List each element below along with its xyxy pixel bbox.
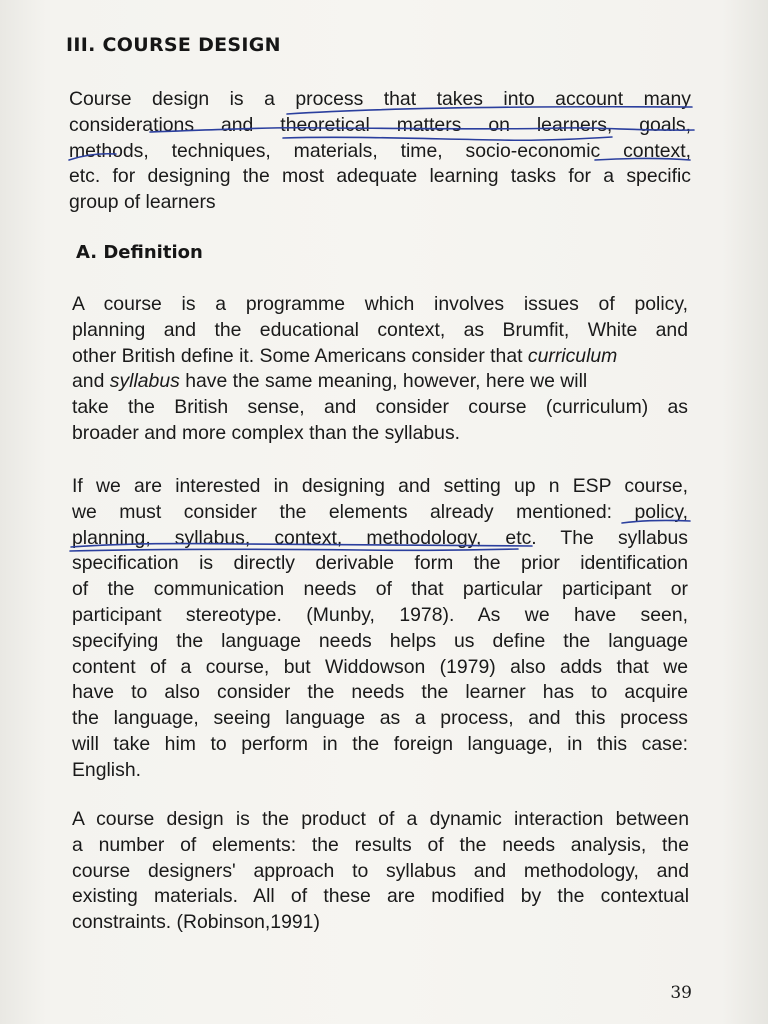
text-line: group of learners <box>69 191 216 214</box>
definition-paragraph <box>72 292 688 447</box>
italic-term-curriculum: curriculum <box>527 344 618 367</box>
text-line: specifying the language needs helps us define the language <box>72 629 688 652</box>
text-line: content of a course, but Widdowson (1979) also adds that we <box>72 655 688 678</box>
text-line: broader and more complex than the syllabus. <box>72 421 461 444</box>
subsection-heading: A. Definition <box>76 242 203 263</box>
text-line: course designers' approach to syllabus and methodology, and <box>72 859 689 882</box>
esp-paragraph <box>72 474 688 784</box>
text-line: take the British sense, and consider course (curriculum) as <box>72 396 688 419</box>
intro-paragraph <box>69 87 691 216</box>
text-line: existing materials. All of these are modified by the contextual <box>72 885 689 908</box>
text-line: planning and the educational context, as Brumfit, White and <box>72 318 688 341</box>
text-line: specification is directly derivable form the prior identification <box>72 552 688 575</box>
italic-term-syllabus: syllabus <box>109 370 180 393</box>
text-line: considerations and theoretical matters on learners, goals, <box>69 113 691 136</box>
design-paragraph <box>72 807 689 936</box>
text-line: A course is a programme which involves issues of policy, <box>72 293 688 315</box>
text-line: have to also consider the needs the learner has to acquire <box>72 681 688 704</box>
text-line: A course design is the product of a dynamic interaction between <box>72 808 689 830</box>
text-line: participant stereotype. (Munby, 1978). As we have seen, <box>72 603 688 626</box>
text-line: will take him to perform in the foreign language, in this case: <box>72 732 688 755</box>
section-heading: III. COURSE DESIGN <box>66 34 281 56</box>
text-line: constraints. (Robinson,1991) <box>72 911 320 934</box>
text-line: If we are interested in designing and setting up n ESP course, <box>72 475 688 497</box>
text-line: a number of elements: the results of the needs analysis, the <box>72 833 689 856</box>
text-line: Course design is a process that takes into account many <box>69 88 691 110</box>
text-line <box>72 344 688 370</box>
text-line <box>72 369 688 395</box>
text-run: and <box>72 370 110 393</box>
page-number: 39 <box>670 983 692 1003</box>
text-line: the language, seeing language as a process, and this process <box>72 707 688 730</box>
text-line: etc. for designing the most adequate learning tasks for a specific <box>69 165 691 188</box>
text-line: English. <box>72 758 141 781</box>
text-line: methods, techniques, materials, time, socio-economic context, <box>69 139 691 162</box>
text-run: other British define it. Some Americans consider that <box>72 344 528 367</box>
text-line: planning, syllabus, context, methodology, etc. The syllabus <box>72 526 688 549</box>
text-line: we must consider the elements already mentioned: policy, <box>72 500 688 523</box>
text-line: of the communication needs of that particular participant or <box>72 578 688 601</box>
text-run: have the same meaning, however, here we will <box>179 370 588 393</box>
